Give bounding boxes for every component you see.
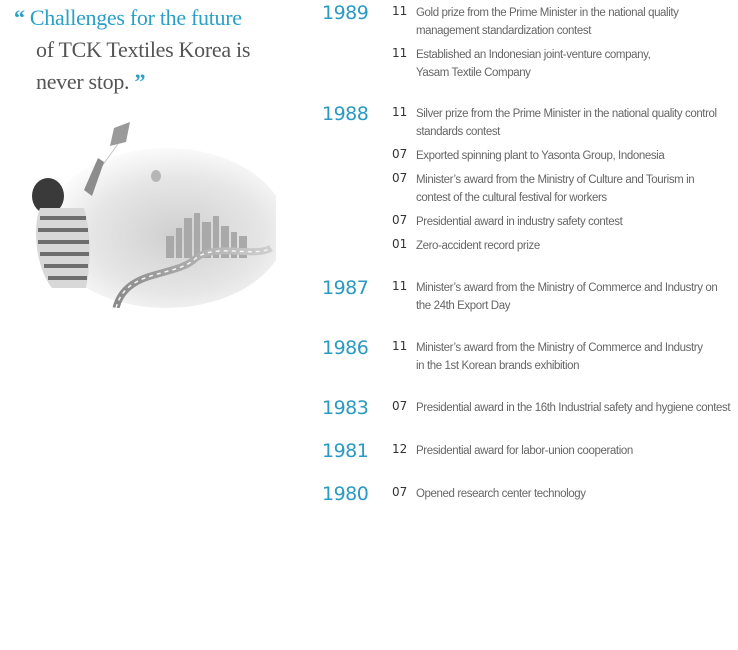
event-month: 07 [392,399,408,413]
intro-panel [0,0,300,320]
event-month: 01 [392,237,408,251]
event-description: Gold prize from the Prime Minister in the national quality [416,7,679,19]
event-month: 12 [392,442,408,456]
event-description: Exported spinning plant to Yasonta Group, Indonesia [416,150,665,162]
event-description: Presidential award in the 16th Industrial safety and hygiene contest [416,402,731,414]
event-description: contest of the cultural festival for workers [416,192,607,204]
event-month: 11 [392,279,408,293]
event-description: the 24th Export Day [416,300,511,312]
event-month: 11 [392,339,408,353]
open-quote-mark: “ [14,5,25,30]
slogan [14,2,294,98]
event-description: Opened research center technology [416,488,586,500]
event-description: Minister’s award from the Ministry of Commerce and Industry on [416,282,718,294]
year-label: 1980 [322,483,369,505]
year-label: 1983 [322,397,369,419]
event-month: 11 [392,4,408,18]
event-month: 11 [392,46,408,60]
event-month: 07 [392,485,408,499]
event-month: 07 [392,147,408,161]
event-description: Minister’s award from the Ministry of Commerce and Industry [416,342,703,354]
event-description: Silver prize from the Prime Minister in the national quality control [416,108,717,120]
slogan-line-2: of TCK Textiles Korea is [36,37,251,62]
event-description: Presidential award for labor-union cooperation [416,445,633,457]
event-description: management standardization contest [416,25,591,37]
event-description: Established an Indonesian joint-venture company, [416,49,651,61]
slogan-line-3: never stop. [36,69,130,94]
child-with-kite-illustration [26,118,276,308]
event-description: Zero-accident record prize [416,240,540,252]
year-label: 1981 [322,440,369,462]
event-description: Minister’s award from the Ministry of Culture and Tourism in [416,174,695,186]
year-label: 1987 [322,277,369,299]
slogan-line-1: Challenges for the future [29,5,242,30]
event-description: Presidential award in industry safety contest [416,216,623,228]
event-month: 07 [392,213,408,227]
event-description: Yasam Textile Company [416,67,531,79]
close-quote-mark: ” [134,69,146,94]
event-description: standards contest [416,126,500,138]
event-month: 11 [392,105,408,119]
year-label: 1989 [322,2,369,24]
year-label: 1988 [322,103,369,125]
year-label: 1986 [322,337,369,359]
event-month: 07 [392,171,408,185]
event-description: in the 1st Korean brands exhibition [416,360,580,372]
